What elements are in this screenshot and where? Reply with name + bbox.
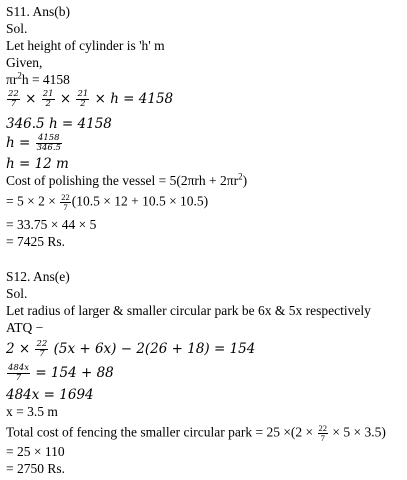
s11-equation-4: h = $\frac{4158}{346.5}$ (6, 133, 61, 153)
s11-equation-5: h = 12 m (6, 156, 69, 172)
s12-let-statement: Let radius of larger & smaller circular park be 6x & 5x respectively (6, 303, 371, 318)
s12-equation-5: = 25 × 110 (6, 444, 65, 459)
s11-let-statement: Let height of cylinder is 'h' m (6, 38, 165, 53)
s11-equation-6: = 5 × 2 × $\frac{22}{7}$ (10.5 × 12 + 10.5 × 10.5) (6, 192, 209, 212)
s11-equation-3: 346.5 h = 4158 (6, 116, 112, 132)
s11-equation-7: = 33.75 × 44 × 5 (6, 217, 97, 232)
s12-answer: = 2750 Rs. (6, 461, 65, 476)
s12-equation-3: 484x = 1694 (6, 387, 94, 403)
s12-equation-2: $\frac{484x}{7}$ = 154 + 88 (8, 363, 114, 383)
s11-cost-statement: Cost of polishing the vessel = $5(2\pi rh + 2\pi r^2)$ (6, 171, 248, 188)
s11-given-label: Given, (6, 55, 43, 70)
s12-sol-label: Sol. (6, 286, 28, 301)
solution-document (6, 4, 404, 476)
s11-equation-1: $\pi r^2h = 4158$ (6, 70, 70, 87)
s12-equation-1: 2 × $\frac{22}{7}$ (5x + 6x) − 2(26 + 18) = 154 (6, 339, 256, 359)
s12-equation-4: x = 3.5 m (6, 404, 58, 419)
s11-answer: = 7425 Rs. (6, 234, 65, 249)
s12-total-cost-statement: Total cost of fencing the smaller circular park = 25 ×(2 × $\frac{22}{7}$ × 5 × 3.5) (6, 423, 386, 443)
s12-heading: S12. Ans(e) (6, 269, 70, 284)
s12-atq-label: ATQ − (6, 320, 44, 335)
s11-equation-2: $\frac{22}{7}$ × $\frac{21}{2}$ × $\frac{21}{2}$ × h = 4158 (8, 89, 174, 109)
s11-heading: S11. Ans(b) (6, 4, 71, 19)
s11-sol-label: Sol. (6, 21, 28, 36)
